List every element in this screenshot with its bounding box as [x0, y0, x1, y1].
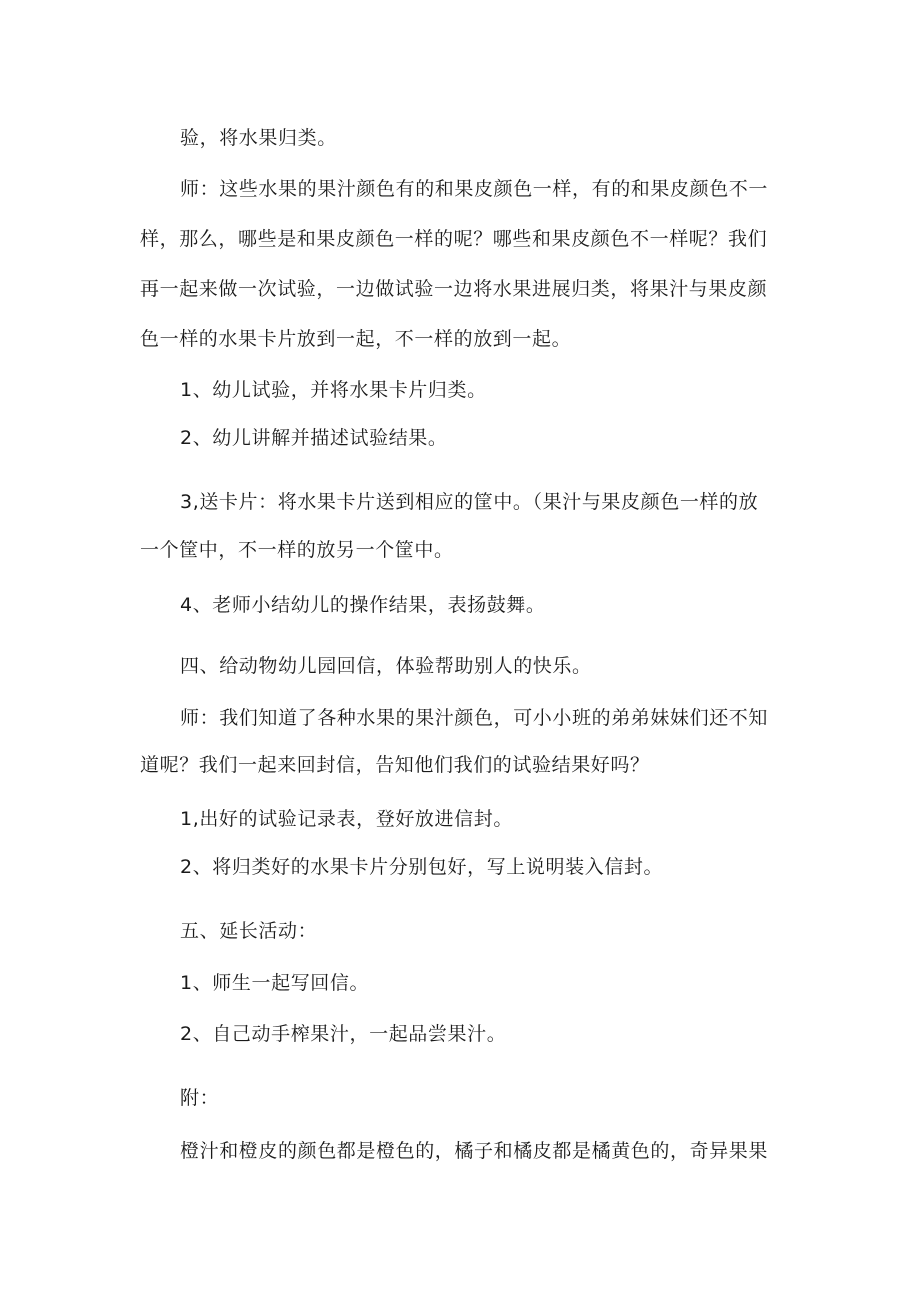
- text-line: 1、师生一起写回信。: [180, 972, 370, 994]
- text-line: 2、幼儿讲解并描述试验结果。: [180, 427, 448, 449]
- text-line: 3,送卡片：将水果卡片送到相应的筐中。（果汁与果皮颜色一样的放: [180, 491, 759, 513]
- text-line: 样，那么，哪些是和果皮颜色一样的呢？哪些和果皮颜色不一样呢？我们: [140, 228, 768, 250]
- text-line: 师：我们知道了各种水果的果汁颜色，可小小班的弟弟妹妹们还不知: [180, 707, 769, 729]
- text-line: 2、自己动手榨果汁，一起品尝果汁。: [180, 1023, 507, 1045]
- text-line: 一个筐中，不一样的放另一个筐中。: [140, 539, 454, 561]
- text-line: 道呢？我们一起来回封信，告知他们我们的试验结果好吗？: [140, 754, 650, 776]
- section-heading: 四、给动物幼儿园回信，体验帮助别人的快乐。: [180, 655, 592, 677]
- text-line: 师：这些水果的果汁颜色有的和果皮颜色一样，有的和果皮颜色不一: [180, 178, 769, 200]
- text-line: 验，将水果归类。: [180, 127, 337, 149]
- section-heading: 五、延长活动：: [180, 920, 318, 942]
- text-line: 再一起来做一次试验，一边做试验一边将水果进展归类，将果汁与果皮颜: [140, 278, 768, 300]
- text-line: 橙汁和橙皮的颜色都是橙色的，橘子和橘皮都是橘黄色的，奇异果果: [180, 1140, 769, 1162]
- text-line: 1、幼儿试验，并将水果卡片归类。: [180, 379, 487, 401]
- section-heading: 附：: [180, 1087, 220, 1109]
- text-line: 色一样的水果卡片放到一起，不一样的放到一起。: [140, 328, 572, 350]
- text-line: 4、老师小结幼儿的操作结果，表扬鼓舞。: [180, 594, 546, 616]
- text-line: 1,出好的试验记录表，登好放进信封。: [180, 808, 513, 830]
- text-line: 2、将归类好的水果卡片分别包好，写上说明装入信封。: [180, 856, 664, 878]
